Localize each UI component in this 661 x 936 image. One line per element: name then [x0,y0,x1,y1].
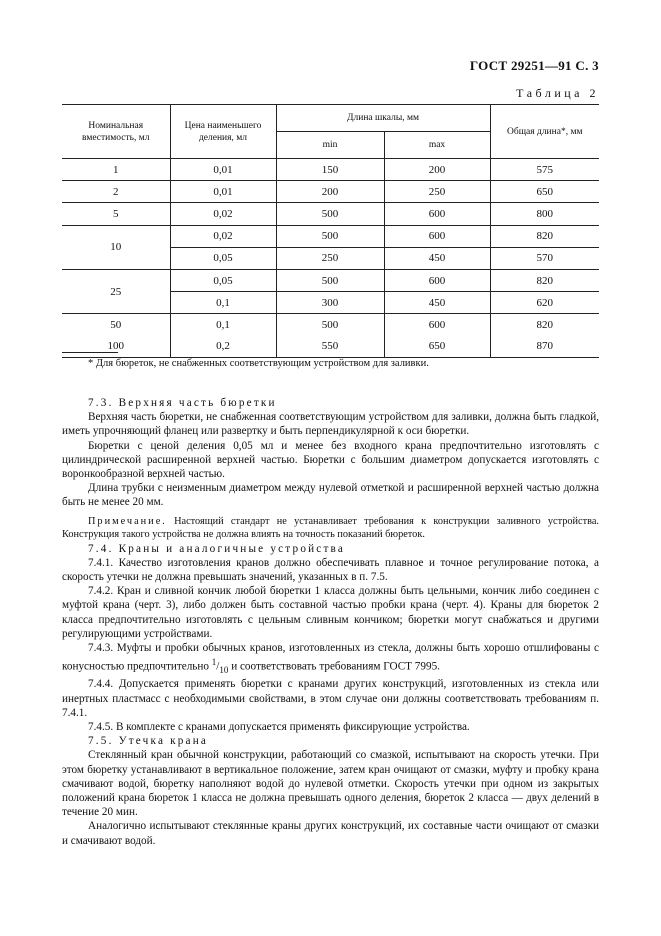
cell-max: 600 [384,269,490,291]
cell-min: 500 [276,203,384,225]
cell-capacity: 2 [62,181,170,203]
cell-capacity: 50 [62,314,170,336]
header-capacity: Номинальная вместимость, мл [62,105,170,159]
cell-min: 500 [276,225,384,247]
header-scale-length: Длина шкалы, мм [276,105,490,132]
note-paragraph [62,515,599,542]
note-text: Настоящий стандарт не устанавливает требования к конструкции заливного устройства. Конструкция такого устройства не должна влиять на точность показаний бюреток. [62,515,599,541]
cell-min: 200 [276,181,384,203]
section-7-4-heading: 7.4. Краны и аналогичные устройства [88,542,346,555]
cell-division: 0,2 [170,336,276,358]
table-row [62,314,599,336]
cell-max: 450 [384,247,490,269]
cell-total: 650 [490,181,599,203]
section-7-4-5: 7.4.5. В комплекте с кранами допускается применять фиксирующие устройства. [88,721,470,734]
cell-capacity: 10 [62,225,170,269]
cell-min: 550 [276,336,384,358]
table-header-row [62,105,599,132]
note-label: Примечание. [88,515,167,527]
table-footnote: * Для бюреток, не снабженных соответствующим устройством для заливки. [88,358,429,369]
header-min: min [276,132,384,159]
header-division: Цена наименьшего деления, мл [170,105,276,159]
section-7-4-2: 7.4.2. Кран и сливной кончик любой бюретки 1 класса должны быть цельными, кончик либо соединен с муфтой крана (черт. 3), либо должен быть составной частью пробки крана (черт. 4). Краны для бюреток 2 класса предпочтительно изготовлять с цельным сливным кончиком; бюретки могут снабжаться и другими регулирующими устройствами. [62,585,599,640]
fraction-denominator: 10 [219,665,229,676]
cell-total: 870 [490,336,599,358]
page-header: ГОСТ 29251—91 С. 3 [469,58,599,73]
cell-total: 800 [490,203,599,225]
cell-max: 200 [384,159,490,181]
section-7-5-paragraph: Аналогично испытывают стеклянные краны других конструкций, их составные части очищают от смазки и смачивают водой. [62,820,599,847]
footnote-divider [62,352,118,353]
cell-min: 300 [276,292,384,314]
cell-division: 0,1 [170,314,276,336]
cell-max: 250 [384,181,490,203]
cell-min: 500 [276,314,384,336]
cell-max: 600 [384,203,490,225]
section-7-3-paragraph: Верхняя часть бюретки, не снабженная соответствующим устройством для заливки, должна быть гладкой, иметь упрочняющий фланец или развертку и быть перпендикулярной к оси бюретки. [62,411,599,438]
cell-max: 600 [384,225,490,247]
cell-total: 820 [490,225,599,247]
data-table [62,104,599,358]
cell-total: 570 [490,247,599,269]
cell-min: 250 [276,247,384,269]
cell-division: 0,02 [170,225,276,247]
section-7-4-3-text-end: и соответствовать требованиям ГОСТ 7995. [231,660,440,673]
cell-division: 0,05 [170,269,276,291]
section-7-5-paragraph: Стеклянный кран обычной конструкции, работающий со смазкой, испытывают на скорость утечки. При этом бюретку устанавливают в вертикальное положение, затем кран очищают от смазки, муфту и пробку крана смачивают водой, бюретку наполняют водой до нулевой отметки. Скорость утечки при одном из закрытых положений крана бюреток 1 класса не должна превышать одного деления, бюреток 2 класса — двух делений в течение 20 мин. [62,749,599,819]
cell-division: 0,02 [170,203,276,225]
table-row [62,336,599,358]
fraction-numerator: 1 [211,657,217,668]
cell-division: 0,1 [170,292,276,314]
body-text [62,396,599,848]
cell-capacity: 100 [62,336,170,358]
cell-capacity: 5 [62,203,170,225]
cell-total: 820 [490,269,599,291]
cell-division: 0,01 [170,159,276,181]
cell-total: 620 [490,292,599,314]
section-7-4-3: 7.4.3. Муфты и пробки обычных кранов, изготовленных из стекла, должны быть хорошо отшлифованы с конусностью предпочтительно $^1/_{10}$ и соответствовать требованиям ГОСТ 7995. [62,642,599,676]
table-row [62,269,599,291]
table-row [62,203,599,225]
header-total-length: Общая длина*, мм [490,105,599,159]
cell-division: 0,01 [170,181,276,203]
section-7-3-heading: 7.3. Верхняя часть бюретки [88,397,277,409]
table-row [62,181,599,203]
table-label: Таблица 2 [516,86,599,100]
cell-capacity: 1 [62,159,170,181]
section-7-3-paragraph: Длина трубки с неизменным диаметром между нулевой отметкой и расширенной верхней частью должна быть не менее 20 мм. [62,482,599,509]
cell-max: 450 [384,292,490,314]
section-7-5-heading: 7.5. Утечка крана [88,735,209,748]
cell-division: 0,05 [170,247,276,269]
cell-min: 150 [276,159,384,181]
cell-min: 500 [276,269,384,291]
cell-total: 820 [490,314,599,336]
section-7-4-1: 7.4.1. Качество изготовления кранов должно обеспечивать плавное и точное регулирование потока, а скорость утечки не должна превышать значений, указанных в п. 7.5. [62,556,599,584]
header-max: max [384,132,490,159]
table-row [62,159,599,181]
section-7-4-3-text: 7.4.3. Муфты и пробки обычных кранов, изготовленных из стекла, должны быть хорошо отшлифованы с конусностью предпочтительно [62,642,599,673]
cell-max: 600 [384,314,490,336]
cell-capacity: 25 [62,269,170,313]
table-row [62,225,599,247]
section-7-3-paragraph: Бюретки с ценой деления 0,05 мл и менее без входного крана предпочтительно изготовлять с цилиндрической расширенной верхней частью. Бюретки с большим диаметром допускается изготовлять с воронкообразной верхней частью. [62,439,599,481]
section-7-4-4: 7.4.4. Допускается применять бюретки с кранами других конструкций, изготовленных из стекла или инертных пластмасс с необходимыми свойствами, в этом случае они должны соответствовать требованиям п. 7.4.1. [62,678,599,719]
cell-max: 650 [384,336,490,358]
cell-total: 575 [490,159,599,181]
